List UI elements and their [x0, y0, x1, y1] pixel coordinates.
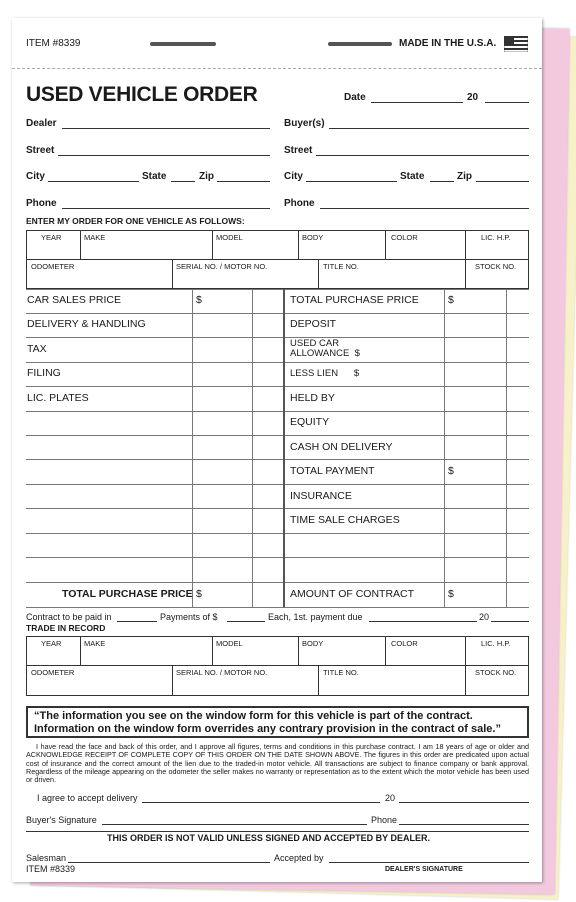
trade-col-sep	[172, 665, 173, 696]
trade-model-field[interactable]: MODEL	[216, 639, 243, 648]
make-field[interactable]: MAKE	[84, 233, 106, 242]
grid-line	[444, 289, 445, 607]
lic-plates-label: LIC. PLATES	[27, 392, 89, 404]
accepted-by-line[interactable]	[329, 862, 529, 863]
time-sale-charges-label: TIME SALE CHARGES	[290, 514, 400, 526]
dealer-street-line[interactable]	[58, 155, 270, 156]
dealer-phone-label: Phone	[26, 198, 57, 209]
grid-line	[26, 557, 529, 558]
item-number: ITEM #8339	[26, 38, 81, 49]
filing-label: FILING	[27, 367, 61, 379]
vehicle-box-divider	[26, 259, 529, 260]
binding-bar-right	[328, 42, 392, 46]
payment-due-line[interactable]	[369, 621, 477, 622]
trade-in-heading: TRADE IN RECORD	[26, 623, 106, 633]
date-year-prefix: 20	[467, 92, 479, 103]
grid-line	[192, 289, 193, 607]
trade-col-sep	[465, 665, 466, 696]
buyer-zip-label: Zip	[457, 171, 472, 182]
dealer-state-line[interactable]	[171, 181, 195, 182]
trade-col-sep	[318, 665, 319, 696]
date-label: Date	[344, 92, 366, 103]
window-form-notice: “The information you see on the window form for this vehicle is part of the contract. Information on the window form overrides any contrary provision in the contract of sale.”	[26, 706, 529, 738]
trade-col-sep	[298, 636, 299, 665]
year-field[interactable]: YEAR	[41, 233, 62, 242]
grid-line	[26, 607, 529, 608]
payments-of-line[interactable]	[227, 621, 265, 622]
trade-serial-field[interactable]: SERIAL NO. / MOTOR NO.	[176, 668, 268, 677]
model-field[interactable]: MODEL	[216, 233, 243, 242]
deposit-label: DEPOSIT	[290, 318, 337, 330]
vehicle-col-sep	[465, 259, 466, 289]
delivery-year-prefix: 20	[385, 793, 396, 803]
vehicle-col-sep	[172, 259, 173, 289]
perforation-line	[12, 68, 542, 69]
validity-divider	[26, 831, 529, 832]
grid-line	[26, 313, 529, 314]
buyer-city-line[interactable]	[306, 181, 397, 182]
salesman-line[interactable]	[68, 862, 270, 863]
trade-body-field[interactable]: BODY	[302, 639, 324, 648]
grid-line	[26, 484, 529, 485]
delivery-date-line[interactable]	[399, 802, 529, 803]
vehicle-col-sep	[212, 230, 213, 259]
contract-paid-in-line[interactable]	[117, 621, 157, 622]
payment-due-year: 20	[479, 612, 490, 622]
vehicle-col-sep	[318, 259, 319, 289]
contract-paid-in-label: Contract to be paid in	[26, 612, 112, 622]
trade-col-sep	[465, 636, 466, 665]
us-flag-icon	[504, 36, 528, 52]
left-total-dollar[interactable]: $	[196, 588, 202, 600]
each-payment-due-label: Each, 1st. payment due	[268, 612, 363, 622]
vehicle-col-sep	[298, 230, 299, 259]
color-field[interactable]: COLOR	[391, 233, 418, 242]
date-year-line[interactable]	[485, 102, 529, 103]
total-purchase-price-label: TOTAL PURCHASE PRICE	[290, 294, 419, 306]
total-purchase-price-dollar[interactable]: $	[448, 294, 454, 306]
buyer-city-label: City	[284, 171, 303, 182]
dealer-label: Dealer	[26, 118, 57, 129]
made-in-usa: MADE IN THE U.S.A.	[399, 38, 497, 49]
grid-line	[26, 386, 529, 387]
lic-hp-field[interactable]: LIC. H.P.	[481, 233, 511, 242]
trade-box-divider	[26, 665, 529, 666]
dealer-state-label: State	[142, 171, 167, 182]
buyer-street-label: Street	[284, 145, 313, 156]
grid-line	[26, 289, 529, 290]
dealer-phone-line[interactable]	[62, 208, 270, 209]
vehicle-col-sep	[385, 230, 386, 259]
trade-lic-hp-field[interactable]: LIC. H.P.	[481, 639, 511, 648]
left-total-purchase-price-label: TOTAL PURCHASE PRICE	[62, 588, 193, 600]
footer-item-number: ITEM #8339	[26, 864, 76, 874]
total-payment-label: TOTAL PAYMENT	[290, 465, 375, 477]
buyers-line[interactable]	[329, 128, 529, 129]
trade-stock-no-field[interactable]: STOCK NO.	[475, 668, 517, 677]
grid-line	[26, 337, 529, 338]
grid-line	[506, 289, 507, 607]
grid-line	[26, 435, 529, 436]
equity-label: EQUITY	[290, 416, 330, 428]
dealer-signature-caption: DEALER'S SIGNATURE	[385, 866, 463, 873]
dealer-city-label: City	[26, 171, 45, 182]
binding-bar-left	[150, 42, 216, 46]
order-heading: ENTER MY ORDER FOR ONE VEHICLE AS FOLLOWS:	[26, 216, 245, 226]
buyer-zip-line[interactable]	[476, 181, 529, 182]
buyer-signature-line[interactable]	[102, 824, 367, 825]
agree-delivery-label: I agree to accept delivery	[37, 793, 138, 803]
grid-line	[26, 508, 529, 509]
signature-phone-label: Phone	[371, 815, 398, 825]
delivery-handling-label: DELIVERY & HANDLING	[27, 318, 146, 330]
total-payment-dollar[interactable]: $	[448, 465, 454, 477]
buyer-street-line[interactable]	[316, 155, 529, 156]
accepted-by-label: Accepted by	[274, 853, 324, 863]
trade-col-sep	[385, 636, 386, 665]
grid-line	[283, 289, 285, 607]
buyers-label: Buyer(s)	[284, 118, 325, 129]
trade-color-field[interactable]: COLOR	[391, 639, 418, 648]
dealer-line[interactable]	[62, 128, 270, 129]
trade-title-no-field[interactable]: TITLE NO.	[323, 668, 359, 677]
trade-make-field[interactable]: MAKE	[84, 639, 106, 648]
grid-line	[26, 459, 529, 460]
dealer-street-label: Street	[26, 145, 55, 156]
grid-line	[252, 289, 253, 607]
form-title: USED VEHICLE ORDER	[26, 83, 258, 106]
grid-line	[26, 533, 529, 534]
terms-paragraph: I have read the face and back of this order, and I approve all figures, terms and conditions in this purchase contract. I am 18 years of age or older and ACKNOWLEDGE RECEIPT OF COMPLETE COPY OF THIS ORDER ON THE DATE SHOWN ABOVE. The figures in this order are predicated upon actual cost of insurance and the correct amount of the lien due to the traded-in motor vehicle. All transactions are subject to finance company or bank approval. Regardless of the mileage appearing on the odometer the seller makes no warranty or representation as to the extent which the motor vehicle has been used or driven.	[26, 742, 529, 785]
odometer-field[interactable]: ODOMETER	[31, 262, 75, 271]
amount-of-contract-label: AMOUNT OF CONTRACT	[290, 588, 415, 600]
signature-phone-line[interactable]	[399, 824, 529, 825]
trade-year-field[interactable]: YEAR	[41, 639, 62, 648]
buyer-state-line[interactable]	[430, 181, 454, 182]
body-field[interactable]: BODY	[302, 233, 324, 242]
date-line[interactable]	[371, 102, 463, 103]
buyer-signature-label: Buyer's Signature	[26, 815, 97, 825]
trade-col-sep	[212, 636, 213, 665]
vehicle-col-sep	[80, 230, 81, 259]
used-car-allowance-label: USED CAR ALLOWANCE $	[290, 338, 360, 359]
car-sales-price-label: CAR SALES PRICE	[27, 294, 121, 306]
payments-of-label: Payments of $	[160, 612, 218, 622]
serial-field[interactable]: SERIAL NO. / MOTOR NO.	[176, 262, 268, 271]
order-form-sheet	[12, 18, 542, 882]
dealer-city-line[interactable]	[48, 181, 139, 182]
held-by-label: HELD BY	[290, 392, 335, 404]
less-lien-label: LESS LIEN $	[290, 368, 360, 379]
stock-no-field[interactable]: STOCK NO.	[475, 262, 517, 271]
grid-line	[26, 411, 529, 412]
not-valid-notice: THIS ORDER IS NOT VALID UNLESS SIGNED AND ACCEPTED BY DEALER.	[107, 833, 431, 843]
buyer-phone-label: Phone	[284, 198, 315, 209]
buyer-phone-line[interactable]	[320, 208, 529, 209]
payment-due-year-line[interactable]	[491, 621, 529, 622]
car-sales-price-dollar[interactable]: $	[196, 294, 202, 306]
dealer-zip-line[interactable]	[217, 181, 270, 182]
salesman-label: Salesman	[26, 853, 67, 863]
grid-line	[26, 582, 529, 583]
dealer-zip-label: Zip	[199, 171, 214, 182]
amount-of-contract-dollar[interactable]: $	[448, 588, 454, 600]
buyer-state-label: State	[400, 171, 425, 182]
agree-delivery-line[interactable]	[142, 802, 380, 803]
insurance-label: INSURANCE	[290, 490, 352, 502]
grid-line	[26, 362, 529, 363]
trade-odometer-field[interactable]: ODOMETER	[31, 668, 75, 677]
vehicle-col-sep	[465, 230, 466, 259]
cash-on-delivery-label: CASH ON DELIVERY	[290, 441, 393, 453]
title-no-field[interactable]: TITLE NO.	[323, 262, 359, 271]
trade-col-sep	[80, 636, 81, 665]
tax-label: TAX	[27, 343, 47, 355]
